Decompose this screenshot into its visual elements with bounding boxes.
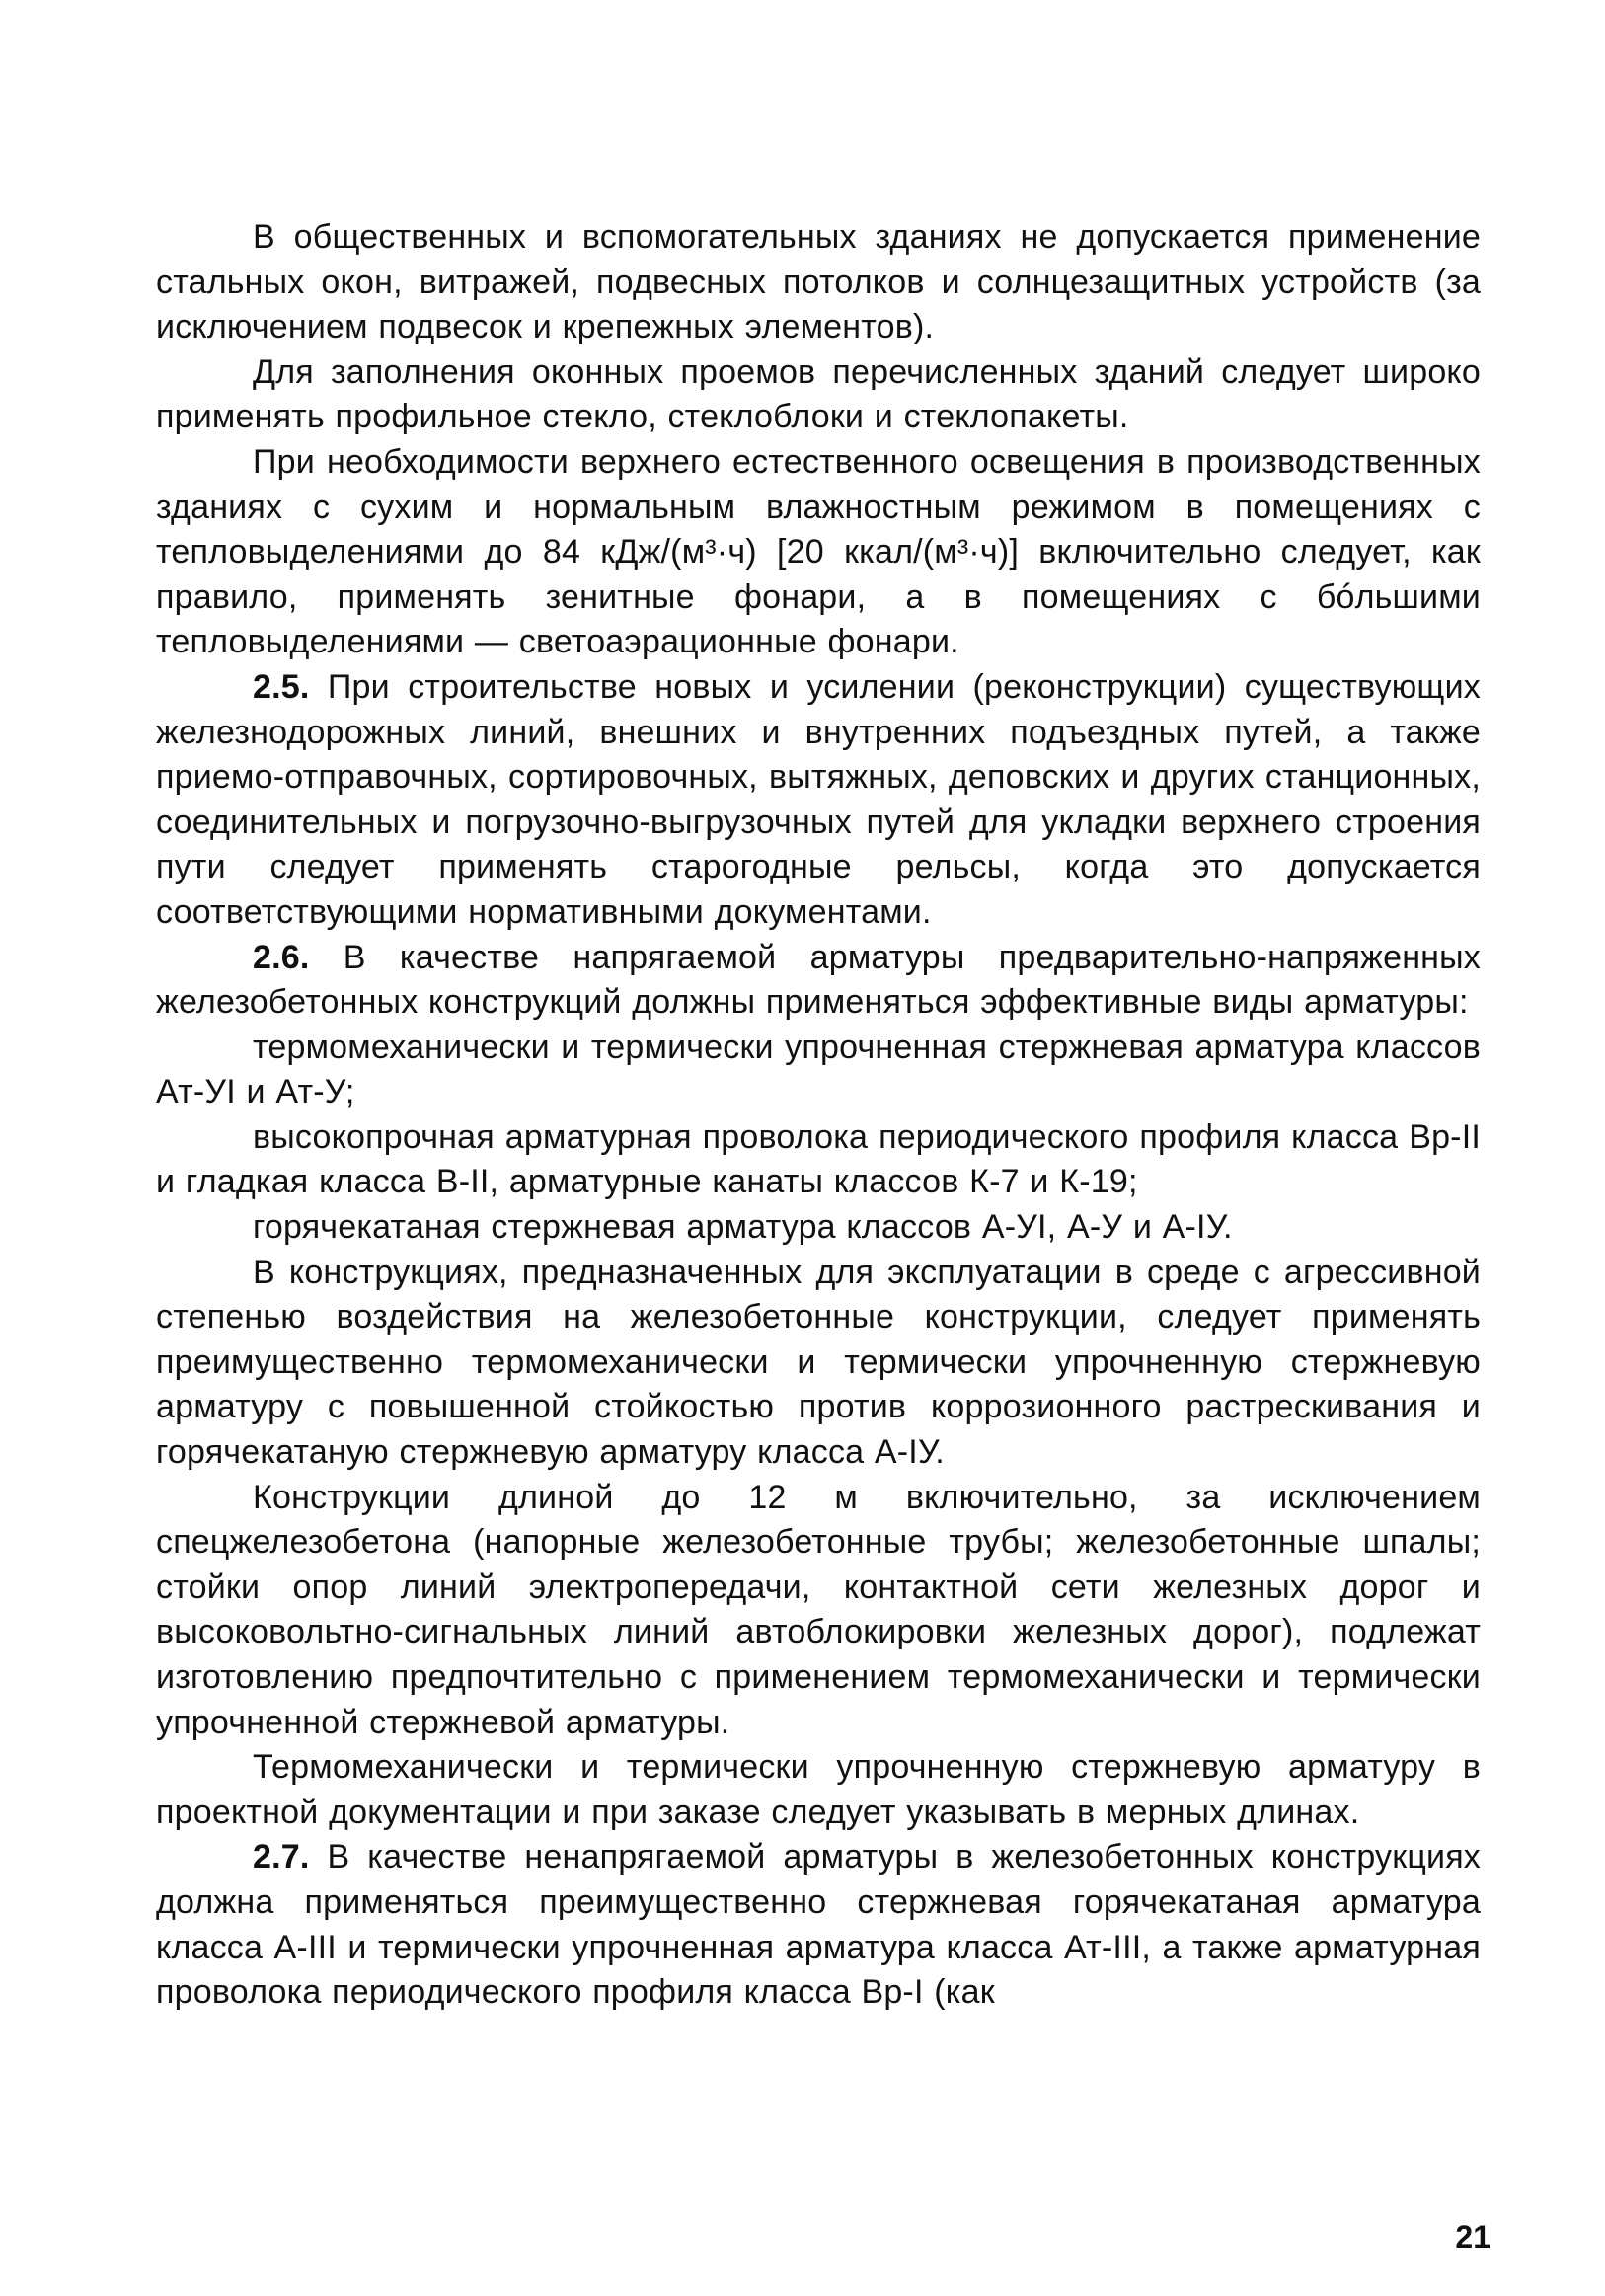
paragraph: В конструкциях, предназначенных для эксплуатации в среде с агрессивной степенью воздействия на железобетонные конструкции, следует применять преимущественно термомеханически и термически упрочненную стержневую арматуру с повышенной стойкостью против коррозионного растрескивания и горячекатаную стержневую арматуру класса А-IУ. — [156, 1253, 1481, 1472]
section-number: 2.5. — [253, 667, 310, 706]
section-2-7 — [156, 1835, 1481, 2015]
section-number: 2.7. — [253, 1838, 310, 1876]
section-text: В качестве напрягаемой арматуры предварительно-напряженных железобетонных конструкций должны применяться эффективные виды арматуры: — [156, 938, 1481, 1022]
paragraph: Термомеханически и термически упрочненную стержневую арматуру в проектной документации и при заказе следует указывать в мерных длинах. — [156, 1748, 1481, 1831]
section-number: 2.6. — [253, 938, 310, 976]
document-page — [156, 215, 1481, 2016]
paragraph: Конструкции длиной до 12 м включительно, за исключением спецжелезобетона (напорные железобетонные трубы; железобетонные шпалы; стойки опор линий электропередачи, контактной сети железных дорог и высоковольтно-сигнальных линий автоблокировки железных дорог), подлежат изготовлению предпочтительно с применением термомеханически и термически упрочненной стержневой арматуры. — [156, 1478, 1481, 1741]
section-text: При строительстве новых и усилении (реконструкции) существующих железнодорожных линий, внешних и внутренних подъездных путей, а также приемо-отправочных, сортировочных, вытяжных, деповских и других станционных, соединительных и погрузочно-выгрузочных путей для укладки верхнего строения пути следует применять старогодные рельсы, когда это допускается соответствующими нормативными документами. — [156, 667, 1481, 931]
list-item: горячекатаная стержневая арматура классов А-УI, А-У и А-IУ. — [253, 1208, 1233, 1247]
list-item: высокопрочная арматурная проволока периодического профиля класса Вр-II и гладкая класса В-II, арматурные канаты классов К-7 и К-19; — [156, 1117, 1481, 1201]
list-item: термомеханически и термически упрочненная стержневая арматура классов Ат-УI и Ат-У; — [156, 1028, 1481, 1111]
paragraph: При необходимости верхнего естественного освещения в производственных зданиях с сухим и нормальным влажностным режимом в помещениях с тепловыделениями до 84 кДж/(м³·ч) [20 ккал/(м³·ч)] включительно следует, как правило, применять зенитные фонари, а в помещениях с бóльшими тепловыделениями — светоаэрационные фонари. — [156, 442, 1481, 661]
section-2-6 — [156, 936, 1481, 1026]
section-2-5 — [156, 665, 1481, 936]
paragraph: Для заполнения оконных проемов перечисленных зданий следует широко применять профильное стекло, стеклоблоки и стеклопакеты. — [156, 352, 1481, 436]
section-text: В качестве ненапрягаемой арматуры в железобетонных конструкциях должна применяться преимущественно стержневая горячекатаная арматура класса А-III и термически упрочненная арматура класса Ат-III, а также арматурная проволока периодического профиля класса Вр-I (как — [156, 1838, 1481, 2012]
paragraph: В общественных и вспомогательных зданиях не допускается применение стальных окон, витражей, подвесных потолков и солнцезащитных устройств (за исключением подвесок и крепежных элементов). — [156, 218, 1481, 346]
page-number: 21 — [1455, 2219, 1490, 2255]
